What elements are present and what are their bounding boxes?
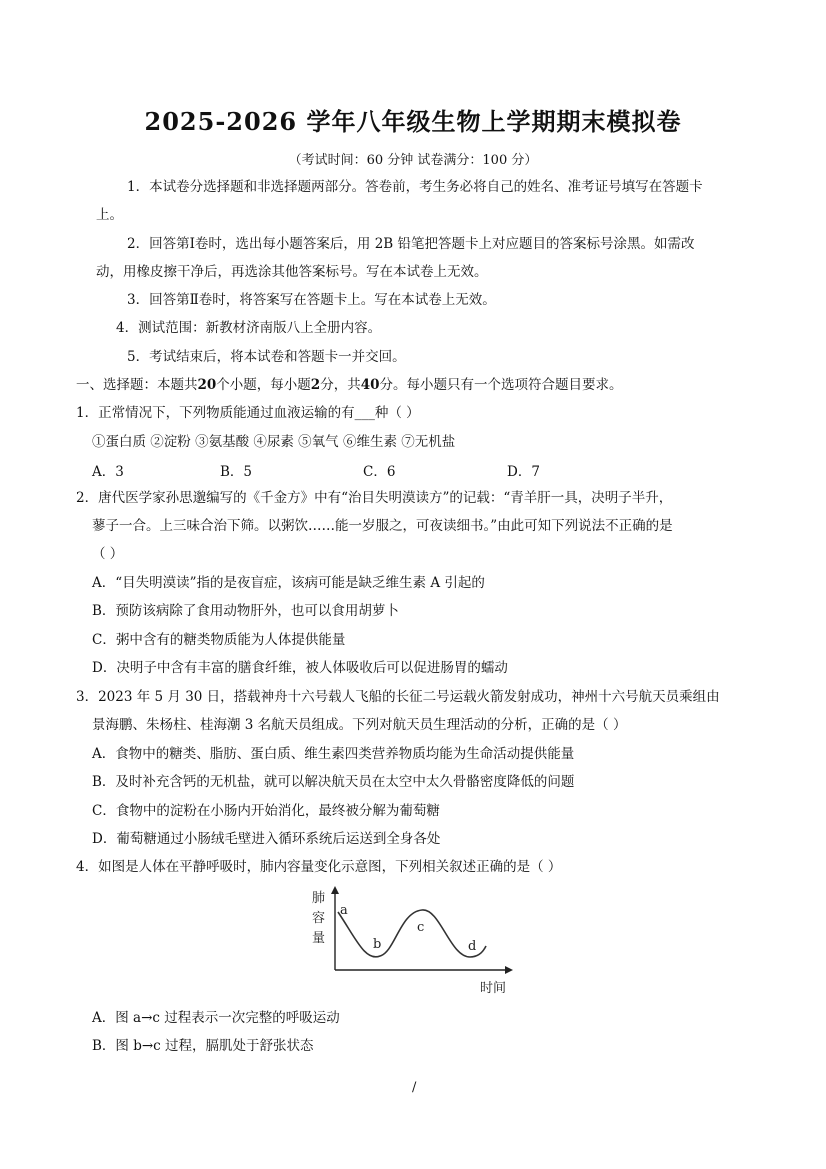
section-count: 20 xyxy=(197,377,217,393)
point-a-label: a xyxy=(340,903,348,918)
lung-volume-curve xyxy=(338,910,486,957)
section-suffix: 分。每小题只有一个选项符合题目要求。 xyxy=(379,377,623,393)
section-total: 40 xyxy=(360,377,380,393)
q1-option-d: D．7 xyxy=(507,464,540,480)
y-label-2: 容 xyxy=(312,911,326,926)
x-axis-label: 时间 xyxy=(480,981,507,996)
section-heading xyxy=(76,376,623,394)
q2-option-d: D．决明子中含有丰富的膳食纤维，被人体吸收后可以促进肠胃的蠕动 xyxy=(92,660,508,676)
q3-stem: 3．2023 年 5 月 30 日，搭载神舟十六号载人飞船的长征二号运载火箭发射成功，神州十六号航天员乘组由 xyxy=(76,689,720,705)
note-2-cont: 动，用橡皮擦干净后，再选涂其他答案标号。写在本试卷上无效。 xyxy=(96,264,488,280)
q2-option-c: C．粥中含有的糖类物质能为人体提供能量 xyxy=(92,632,346,648)
note-5: 5．考试结束后，将本试卷和答题卡一并交回。 xyxy=(127,349,406,365)
point-b-label: b xyxy=(373,937,382,952)
q2-option-a: A．“目失明漠读”指的是夜盲症，该病可能是缺乏维生素 A 引起的 xyxy=(92,575,485,591)
lung-volume-figure xyxy=(300,882,525,997)
note-1: 1．本试卷分选择题和非选择题两部分。答卷前，考生务必将自己的姓名、准考证号填写在答题卡 xyxy=(127,179,703,195)
note-3: 3．回答第Ⅱ卷时，将答案写在答题卡上。写在本试卷上无效。 xyxy=(127,292,496,308)
q3-option-a: A．食物中的糖类、脂肪、蛋白质、维生素四类营养物质均能为生命活动提供能量 xyxy=(92,746,575,762)
q3-option-c: C．食物中的淀粉在小肠内开始消化，最终被分解为葡萄糖 xyxy=(92,803,440,819)
q2-stem: 2．唐代医学家孙思邈编写的《千金方》中有“治目失明漠读方”的记载：“青羊肝一具，决明子半升， xyxy=(76,490,673,506)
section-each: 2 xyxy=(310,377,321,393)
q1-option-c: C．6 xyxy=(363,464,396,480)
point-d-label: d xyxy=(468,939,477,954)
note-1-cont: 上。 xyxy=(96,207,123,223)
section-mid2: 分，共 xyxy=(320,377,361,393)
q3-stem-cont: 景海鹏、朱杨柱、桂海潮 3 名航天员组成。下列对航天员生理活动的分析，正确的是（ ） xyxy=(92,717,627,733)
y-axis-arrow xyxy=(331,886,339,894)
q3-option-d: D．葡萄糖通过小肠绒毛壁进入循环系统后运送到全身各处 xyxy=(92,831,441,847)
q3-option-b: B．及时补充含钙的无机盐，就可以解决航天员在太空中太久骨骼密度降低的问题 xyxy=(92,774,575,790)
section-prefix: 一、选择题：本题共 xyxy=(76,377,198,393)
q1-stem: 1．正常情况下，下列物质能通过血液运输的有___种（ ） xyxy=(76,405,420,421)
y-label-3: 量 xyxy=(312,931,326,946)
point-c-label: c xyxy=(417,920,425,935)
x-axis-arrow xyxy=(505,966,513,974)
q2-stem-cont: 蓼子一合。上三味合治下筛。以粥饮……能一岁服之，可夜读细书。”由此可知下列说法不正确的是 xyxy=(92,518,673,534)
q4-option-a: A．图 a→c 过程表示一次完整的呼吸运动 xyxy=(92,1010,340,1026)
q4-stem: 4．如图是人体在平静呼吸时，肺内容量变化示意图，下列相关叙述正确的是（ ） xyxy=(76,859,562,875)
q1-items: ①蛋白质 ②淀粉 ③氨基酸 ④尿素 ⑤氧气 ⑥维生素 ⑦无机盐 xyxy=(92,434,456,450)
y-label-1: 肺 xyxy=(312,891,326,906)
q4-option-b: B．图 b→c 过程，膈肌处于舒张状态 xyxy=(92,1038,314,1054)
q1-option-a: A．3 xyxy=(92,464,124,480)
note-4: 4．测试范围：新教材济南版八上全册内容。 xyxy=(116,320,382,336)
q2-answer-paren: （ ） xyxy=(92,546,124,562)
page-title: 2025-2026 学年八年级生物上学期期末模拟卷 xyxy=(144,107,682,136)
exam-info: （考试时间：60 分钟 试卷满分：100 分） xyxy=(288,153,538,168)
section-mid1: 个小题，每小题 xyxy=(216,377,311,393)
page-number: / xyxy=(412,1080,417,1095)
q2-option-b: B．预防该病除了食用动物肝外，也可以食用胡萝卜 xyxy=(92,603,399,619)
q1-option-b: B．5 xyxy=(220,464,253,480)
note-2: 2．回答第Ⅰ卷时，选出每小题答案后，用 2B 铅笔把答题卡上对应题目的答案标号涂黑。如需改 xyxy=(127,236,695,252)
